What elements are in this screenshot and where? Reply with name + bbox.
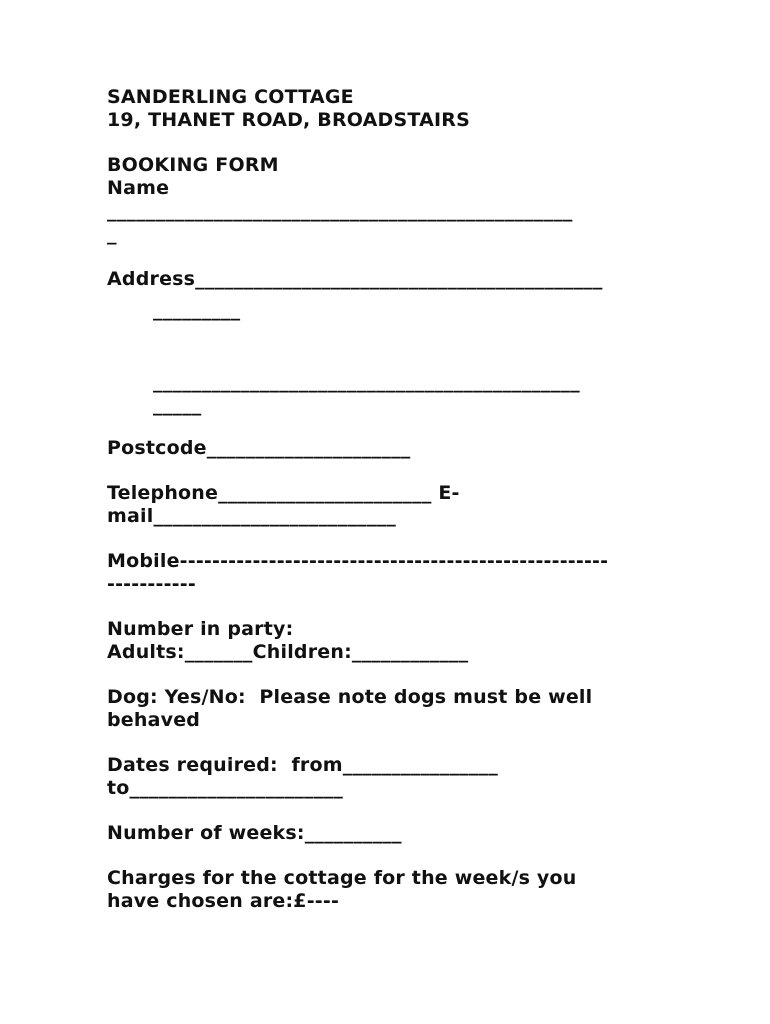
email-field-line: mail_________________________ <box>107 505 396 527</box>
charges-line: Charges for the cottage for the week/s you <box>107 867 577 889</box>
name-label: Name <box>107 177 170 199</box>
form-title: BOOKING FORM <box>107 154 279 176</box>
address-field-line: Address__________________________________________ <box>107 268 603 290</box>
booking-form-document <box>107 86 652 913</box>
name-field-line: ________________________________________________ <box>107 200 573 222</box>
address-field-line-second-continued: _____ <box>153 394 202 416</box>
mobile-field-line: Mobile----------------------------------------------------- <box>107 550 609 572</box>
telephone-field-line: Telephone______________________ E- <box>107 482 460 504</box>
charges-line-continued: have chosen are:£---- <box>107 890 340 912</box>
dates-field-line: Dates required: from________________ <box>107 754 498 776</box>
cottage-address: 19, THANET ROAD, BROADSTAIRS <box>107 109 470 131</box>
weeks-field-line: Number of weeks:__________ <box>107 822 402 844</box>
cottage-name: SANDERLING COTTAGE <box>107 86 354 108</box>
party-field-line: Adults:_______Children:____________ <box>107 641 469 663</box>
postcode-field-line: Postcode_____________________ <box>107 437 411 459</box>
dates-field-line-continued: to______________________ <box>107 777 343 799</box>
dog-question-line: Dog: Yes/No: Please note dogs must be well <box>107 686 593 708</box>
mobile-field-line-continued: ----------- <box>107 573 196 595</box>
name-field-line-continued: _ <box>107 223 117 245</box>
address-field-line-continued: _________ <box>153 299 241 321</box>
party-label: Number in party: <box>107 618 294 640</box>
address-field-line-second: ____________________________________________ <box>153 371 580 393</box>
dog-question-line-continued: behaved <box>107 709 201 731</box>
